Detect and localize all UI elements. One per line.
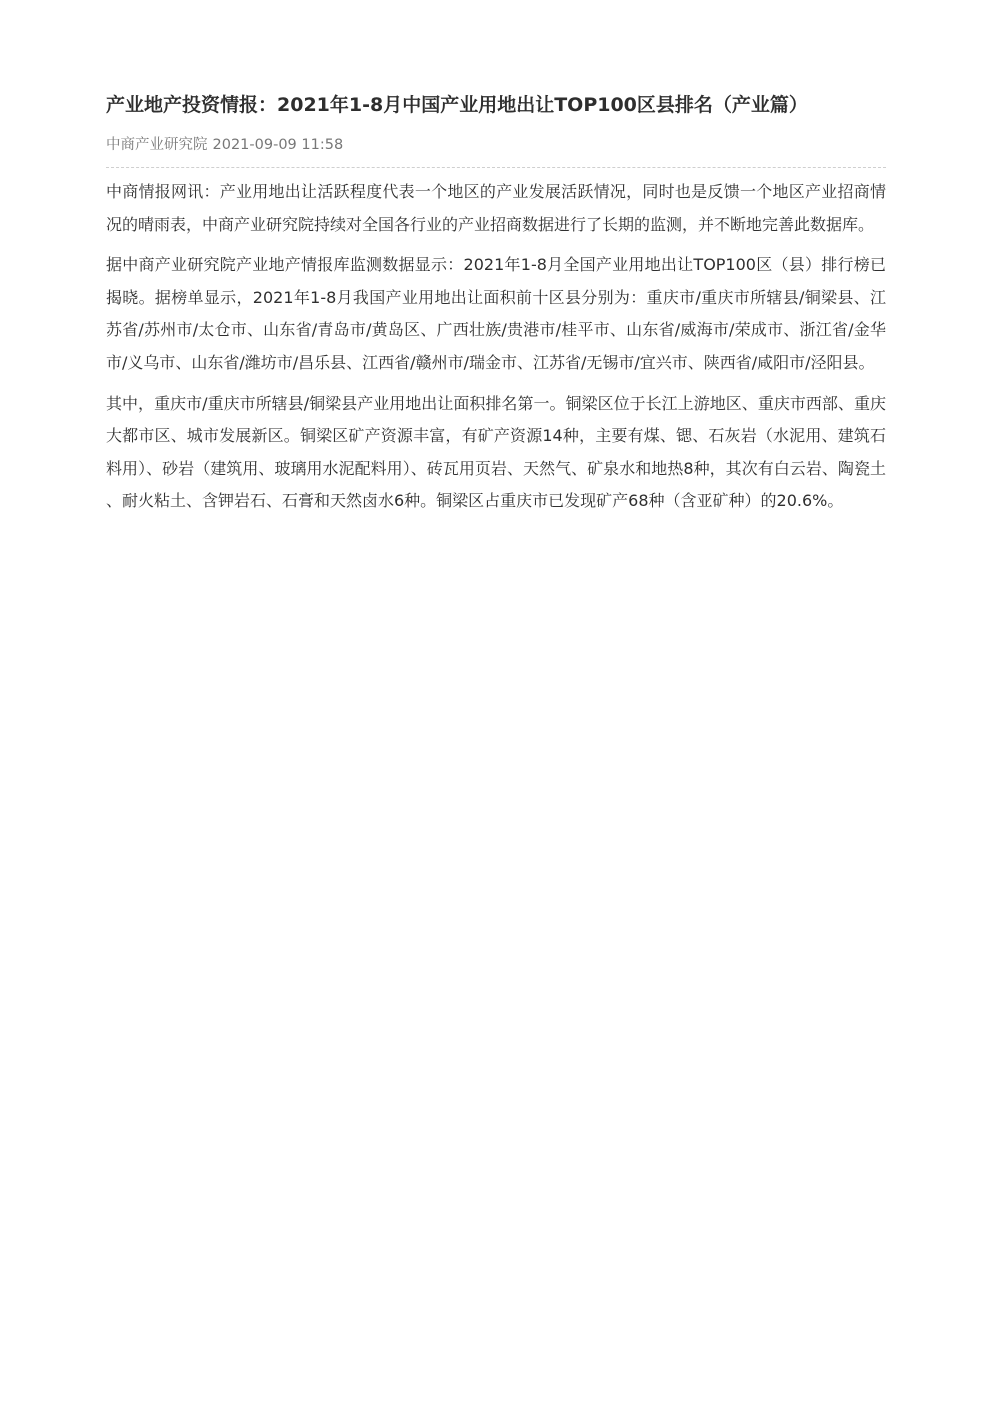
meta-divider [106, 167, 886, 168]
article-meta [106, 134, 886, 156]
article-body [106, 176, 886, 518]
article-datetime: 2021-09-09 11:58 [212, 137, 344, 153]
body-paragraph-1: 中商情报网讯：产业用地出让活跃程度代表一个地区的产业发展活跃情况，同时也是反馈一个地区产业招商情况的晴雨表，中商产业研究院持续对全国各行业的产业招商数据进行了长期的监测，并不断地完善此数据库。 [106, 182, 886, 234]
article [106, 88, 886, 526]
body-paragraph-3: 其中，重庆市/重庆市所辖县/铜梁县产业用地出让面积排名第一。铜梁区位于长江上游地区、重庆市西部、重庆大都市区、城市发展新区。铜梁区矿产资源丰富，有矿产资源14种，主要有煤、锶、石灰岩（水泥用、建筑石料用）、砂岩（建筑用、玻璃用水泥配料用）、砖瓦用页岩、天然气、矿泉水和地热8种，其次有白云岩、陶瓷土、耐火粘土、含钾岩石、石膏和天然卤水6种。铜梁区占重庆市已发现矿产68种（含亚矿种）的20.6%。 [106, 393, 886, 511]
body-paragraph-2: 据中商产业研究院产业地产情报库监测数据显示：2021年1-8月全国产业用地出让TOP100区（县）排行榜已揭晓。据榜单显示，2021年1-8月我国产业用地出让面积前十区县分别为：重庆市/重庆市所辖县/铜梁县、江苏省/苏州市/太仓市、山东省/青岛市/黄岛区、广西壮族/贵港市/桂平市、山东省/威海市/荣成市、浙江省/金华市/义乌市、山东省/潍坊市/昌乐县、江西省/赣州市/瑞金市、江苏省/无锡市/宜兴市、陕西省/咸阳市/泾阳县。 [106, 255, 886, 372]
article-title: 产业地产投资情报：2021年1-8月中国产业用地出让TOP100区县排名（产业篇） [106, 94, 808, 116]
article-source: 中商产业研究院 [106, 137, 208, 153]
